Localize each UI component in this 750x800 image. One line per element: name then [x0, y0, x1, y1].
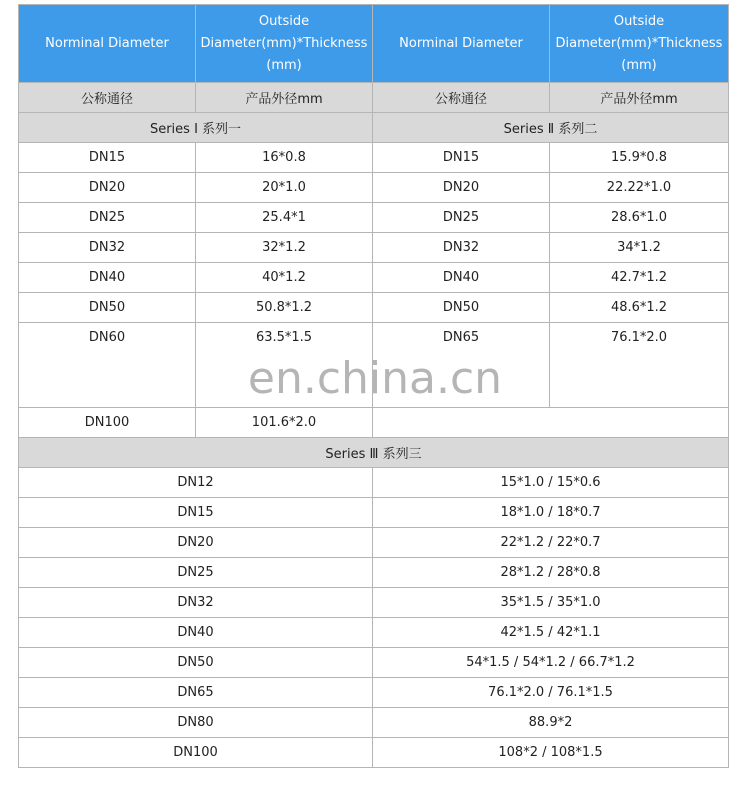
series1-dn: DN40	[19, 263, 196, 293]
series3-dn: DN100	[19, 738, 373, 768]
header-nominal-diameter-2: Norminal Diameter	[373, 5, 550, 83]
series2-dn: DN15	[373, 143, 550, 173]
series1-dn: DN50	[19, 293, 196, 323]
table-row	[19, 468, 729, 498]
series1-od: 63.5*1.5	[196, 323, 373, 408]
table-row	[19, 143, 729, 173]
series1-od: 16*0.8	[196, 143, 373, 173]
series3-od: 35*1.5 / 35*1.0	[373, 588, 729, 618]
series1-title: Series Ⅰ 系列一	[19, 113, 373, 143]
table-row	[19, 588, 729, 618]
table-row	[19, 498, 729, 528]
series3-od: 28*1.2 / 28*0.8	[373, 558, 729, 588]
series3-dn: DN15	[19, 498, 373, 528]
series1-dn: DN100	[19, 408, 196, 438]
series1-dn: DN25	[19, 203, 196, 233]
table-row	[19, 738, 729, 768]
header-cn-outside-1: 产品外径mm	[196, 83, 373, 113]
series3-dn: DN25	[19, 558, 373, 588]
table-row	[19, 233, 729, 263]
table-row	[19, 528, 729, 558]
table-row	[19, 323, 729, 408]
header-cn-row	[19, 83, 729, 113]
series2-od: 76.1*2.0	[550, 323, 729, 408]
table-row	[19, 203, 729, 233]
table-row	[19, 263, 729, 293]
series2-dn: DN20	[373, 173, 550, 203]
series2-od: 28.6*1.0	[550, 203, 729, 233]
series1-od: 20*1.0	[196, 173, 373, 203]
series1-dn: DN15	[19, 143, 196, 173]
series3-dn: DN80	[19, 708, 373, 738]
series1-dn: DN32	[19, 233, 196, 263]
series1-od: 50.8*1.2	[196, 293, 373, 323]
series1-od: 32*1.2	[196, 233, 373, 263]
series2-dn: DN50	[373, 293, 550, 323]
series3-od: 22*1.2 / 22*0.7	[373, 528, 729, 558]
table-row	[19, 648, 729, 678]
table-row	[19, 678, 729, 708]
series3-od: 42*1.5 / 42*1.1	[373, 618, 729, 648]
table-row	[19, 408, 729, 438]
header-nominal-diameter-1: Norminal Diameter	[19, 5, 196, 83]
header-cn-outside-2: 产品外径mm	[550, 83, 729, 113]
table-row	[19, 173, 729, 203]
table-row	[19, 618, 729, 648]
empty-cell	[373, 408, 729, 438]
series2-od: 48.6*1.2	[550, 293, 729, 323]
series1-dn: DN20	[19, 173, 196, 203]
pipe-size-table	[18, 4, 729, 768]
header-cn-nominal-1: 公称通径	[19, 83, 196, 113]
watermark: en.china.cn	[247, 353, 503, 404]
table-row	[19, 708, 729, 738]
series2-od: 22.22*1.0	[550, 173, 729, 203]
table-row	[19, 293, 729, 323]
series1-od: 25.4*1	[196, 203, 373, 233]
header-cn-nominal-2: 公称通径	[373, 83, 550, 113]
series3-dn: DN20	[19, 528, 373, 558]
series3-title-row	[19, 438, 729, 468]
series2-dn: DN40	[373, 263, 550, 293]
series2-dn: DN65	[373, 323, 550, 408]
series3-od: 76.1*2.0 / 76.1*1.5	[373, 678, 729, 708]
series3-dn: DN40	[19, 618, 373, 648]
series2-title: Series Ⅱ 系列二	[373, 113, 729, 143]
series1-od: 40*1.2	[196, 263, 373, 293]
series2-dn: DN32	[373, 233, 550, 263]
series12-title-row	[19, 113, 729, 143]
series3-dn: DN12	[19, 468, 373, 498]
series3-od: 15*1.0 / 15*0.6	[373, 468, 729, 498]
header-outside-diameter-1: Outside Diameter(mm)*Thickness (mm)	[196, 5, 373, 83]
header-outside-diameter-2: Outside Diameter(mm)*Thickness (mm)	[550, 5, 729, 83]
series3-title: Series Ⅲ 系列三	[19, 438, 729, 468]
series3-dn: DN32	[19, 588, 373, 618]
header-row	[19, 5, 729, 83]
series2-od: 42.7*1.2	[550, 263, 729, 293]
series3-od: 108*2 / 108*1.5	[373, 738, 729, 768]
series2-od: 34*1.2	[550, 233, 729, 263]
table-row	[19, 558, 729, 588]
series3-od: 18*1.0 / 18*0.7	[373, 498, 729, 528]
series1-od: 101.6*2.0	[196, 408, 373, 438]
series3-od: 54*1.5 / 54*1.2 / 66.7*1.2	[373, 648, 729, 678]
series3-dn: DN50	[19, 648, 373, 678]
series2-od: 15.9*0.8	[550, 143, 729, 173]
series1-dn: DN60	[19, 323, 196, 408]
series2-dn: DN25	[373, 203, 550, 233]
series3-dn: DN65	[19, 678, 373, 708]
series3-od: 88.9*2	[373, 708, 729, 738]
